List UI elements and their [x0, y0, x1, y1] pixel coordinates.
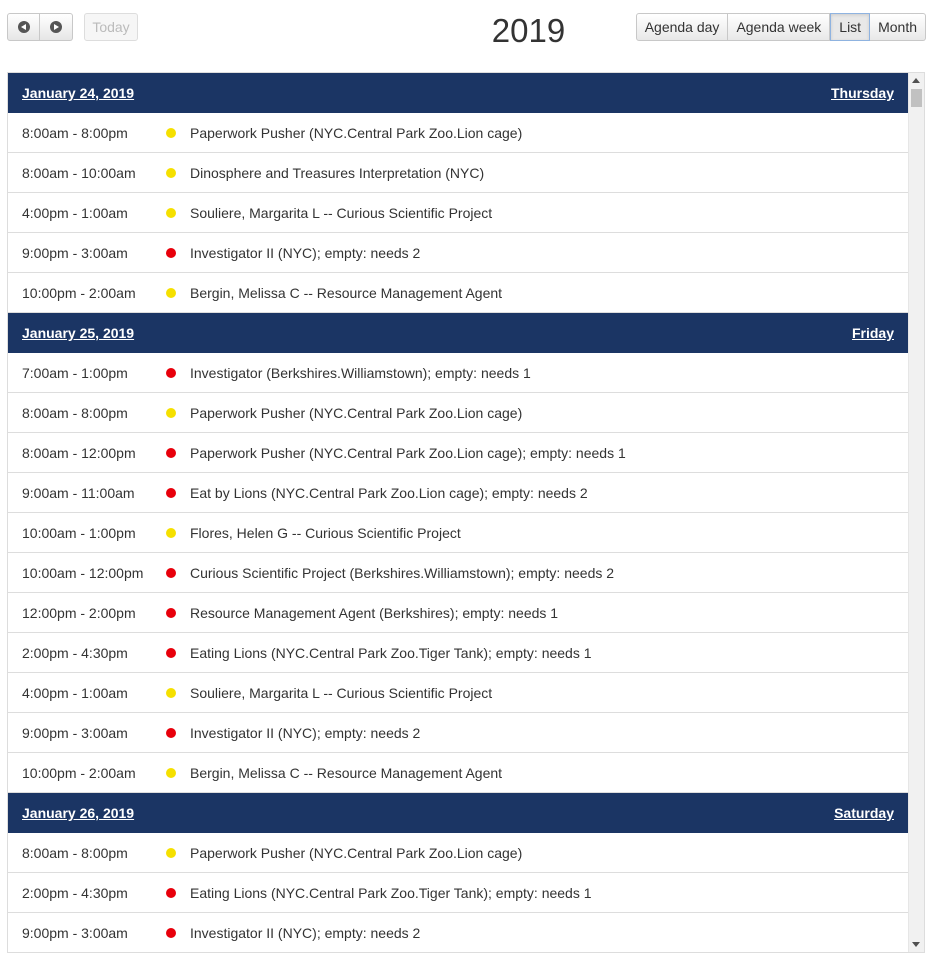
status-dot-icon	[166, 848, 176, 858]
event-row[interactable]	[8, 233, 908, 273]
event-time: 2:00pm - 4:30pm	[22, 884, 128, 901]
status-dot-icon	[166, 168, 176, 178]
view-switcher	[636, 13, 926, 41]
event-title[interactable]: Investigator II (NYC); empty: needs 2	[190, 244, 421, 261]
event-status-cell	[152, 688, 190, 698]
event-row[interactable]	[8, 873, 908, 913]
event-status-cell	[152, 648, 190, 658]
event-row[interactable]	[8, 433, 908, 473]
event-row[interactable]	[8, 673, 908, 713]
event-time: 10:00pm - 2:00am	[22, 284, 136, 301]
event-time: 10:00am - 1:00pm	[22, 524, 136, 541]
view-agenda-week-button[interactable]: Agenda week	[728, 13, 830, 41]
view-agenda-day-button[interactable]: Agenda day	[636, 13, 729, 41]
event-status-cell	[152, 528, 190, 538]
event-title[interactable]: Eating Lions (NYC.Central Park Zoo.Tiger Tank); empty: needs 1	[190, 644, 592, 661]
event-row[interactable]	[8, 393, 908, 433]
event-row[interactable]	[8, 593, 908, 633]
scroll-thumb[interactable]	[911, 89, 922, 107]
status-dot-icon	[166, 528, 176, 538]
event-row[interactable]	[8, 833, 908, 873]
event-title[interactable]: Dinosphere and Treasures Interpretation (NYC)	[190, 164, 485, 181]
event-status-cell	[152, 608, 190, 618]
event-title[interactable]: Paperwork Pusher (NYC.Central Park Zoo.Lion cage); empty: needs 1	[190, 444, 626, 461]
status-dot-icon	[166, 248, 176, 258]
event-time: 12:00pm - 2:00pm	[22, 604, 136, 621]
vertical-scrollbar[interactable]	[908, 73, 924, 952]
view-list-button[interactable]: List	[830, 13, 870, 41]
event-status-cell	[152, 368, 190, 378]
day-weekday-link[interactable]: Thursday	[830, 85, 894, 101]
status-dot-icon	[166, 928, 176, 938]
event-status-cell	[152, 408, 190, 418]
event-title[interactable]: Bergin, Melissa C -- Resource Management Agent	[190, 764, 503, 781]
day-date-link[interactable]: January 25, 2019	[22, 325, 135, 341]
scroll-down-arrow-icon[interactable]	[912, 942, 920, 947]
event-status-cell	[152, 848, 190, 858]
event-status-cell	[152, 448, 190, 458]
event-time: 10:00pm - 2:00am	[22, 764, 136, 781]
event-status-cell	[152, 488, 190, 498]
event-row[interactable]	[8, 153, 908, 193]
status-dot-icon	[166, 888, 176, 898]
event-title[interactable]: Paperwork Pusher (NYC.Central Park Zoo.Lion cage)	[190, 124, 523, 141]
status-dot-icon	[166, 128, 176, 138]
event-time: 4:00pm - 1:00am	[22, 684, 128, 701]
status-dot-icon	[166, 288, 176, 298]
event-title[interactable]: Bergin, Melissa C -- Resource Management Agent	[190, 284, 503, 301]
event-time: 10:00am - 12:00pm	[22, 564, 144, 581]
event-time: 8:00am - 8:00pm	[22, 124, 128, 141]
day-date-link[interactable]: January 26, 2019	[22, 805, 135, 821]
event-status-cell	[152, 928, 190, 938]
event-title[interactable]: Paperwork Pusher (NYC.Central Park Zoo.Lion cage)	[190, 404, 523, 421]
event-row[interactable]	[8, 113, 908, 153]
event-row[interactable]	[8, 633, 908, 673]
event-status-cell	[152, 568, 190, 578]
event-status-cell	[152, 728, 190, 738]
event-time: 9:00pm - 3:00am	[22, 924, 128, 941]
event-time: 8:00am - 10:00am	[22, 164, 136, 181]
event-time: 2:00pm - 4:30pm	[22, 644, 128, 661]
status-dot-icon	[166, 728, 176, 738]
status-dot-icon	[166, 368, 176, 378]
day-weekday-link[interactable]: Friday	[851, 325, 894, 341]
day-header	[8, 793, 908, 833]
event-time: 8:00am - 12:00pm	[22, 444, 136, 461]
event-row[interactable]	[8, 913, 908, 953]
event-status-cell	[152, 248, 190, 258]
event-row[interactable]	[8, 193, 908, 233]
event-title[interactable]: Flores, Helen G -- Curious Scientific Project	[190, 524, 461, 541]
status-dot-icon	[166, 408, 176, 418]
event-row[interactable]	[8, 553, 908, 593]
status-dot-icon	[166, 688, 176, 698]
event-status-cell	[152, 888, 190, 898]
event-time: 9:00pm - 3:00am	[22, 244, 128, 261]
event-status-cell	[152, 208, 190, 218]
event-row[interactable]	[8, 273, 908, 313]
day-header	[8, 73, 908, 113]
event-time: 9:00am - 11:00am	[22, 484, 135, 501]
today-button: Today	[84, 13, 138, 41]
status-dot-icon	[166, 568, 176, 578]
event-title[interactable]: Resource Management Agent (Berkshires); empty: needs 1	[190, 604, 559, 621]
event-time: 9:00pm - 3:00am	[22, 724, 128, 741]
event-row[interactable]	[8, 473, 908, 513]
event-time: 8:00am - 8:00pm	[22, 404, 128, 421]
status-dot-icon	[166, 208, 176, 218]
calendar-toolbar	[0, 0, 931, 64]
event-row[interactable]	[8, 713, 908, 753]
status-dot-icon	[166, 608, 176, 618]
event-list	[7, 72, 925, 953]
day-header	[8, 313, 908, 353]
day-weekday-link[interactable]: Saturday	[834, 805, 894, 821]
status-dot-icon	[166, 768, 176, 778]
event-title[interactable]: Investigator (Berkshires.Williamstown); empty: needs 1	[190, 364, 531, 381]
status-dot-icon	[166, 448, 176, 458]
view-month-button[interactable]: Month	[870, 13, 926, 41]
event-title[interactable]: Curious Scientific Project (Berkshires.Williamstown); empty: needs 2	[190, 564, 615, 581]
event-title[interactable]: Eating Lions (NYC.Central Park Zoo.Tiger Tank); empty: needs 1	[190, 884, 592, 901]
event-title[interactable]: Souliere, Margarita L -- Curious Scientific Project	[190, 204, 493, 221]
event-status-cell	[152, 128, 190, 138]
event-row[interactable]	[8, 353, 908, 393]
status-dot-icon	[166, 488, 176, 498]
event-title[interactable]: Eat by Lions (NYC.Central Park Zoo.Lion cage); empty: needs 2	[190, 484, 588, 501]
status-dot-icon	[166, 648, 176, 658]
event-time: 8:00am - 8:00pm	[22, 844, 128, 861]
event-title[interactable]: Investigator II (NYC); empty: needs 2	[190, 724, 421, 741]
event-status-cell	[152, 288, 190, 298]
event-title[interactable]: Paperwork Pusher (NYC.Central Park Zoo.Lion cage)	[190, 844, 523, 861]
day-date-link[interactable]: January 24, 2019	[22, 85, 135, 101]
event-list-content	[8, 73, 908, 953]
calendar-title: 2019	[491, 12, 566, 49]
event-row[interactable]	[8, 753, 908, 793]
event-title[interactable]: Souliere, Margarita L -- Curious Scientific Project	[190, 684, 493, 701]
event-title[interactable]: Investigator II (NYC); empty: needs 2	[190, 924, 421, 941]
event-row[interactable]	[8, 513, 908, 553]
event-time: 7:00am - 1:00pm	[22, 364, 128, 381]
event-time: 4:00pm - 1:00am	[22, 204, 128, 221]
event-status-cell	[152, 768, 190, 778]
event-status-cell	[152, 168, 190, 178]
scroll-up-arrow-icon[interactable]	[912, 78, 920, 83]
